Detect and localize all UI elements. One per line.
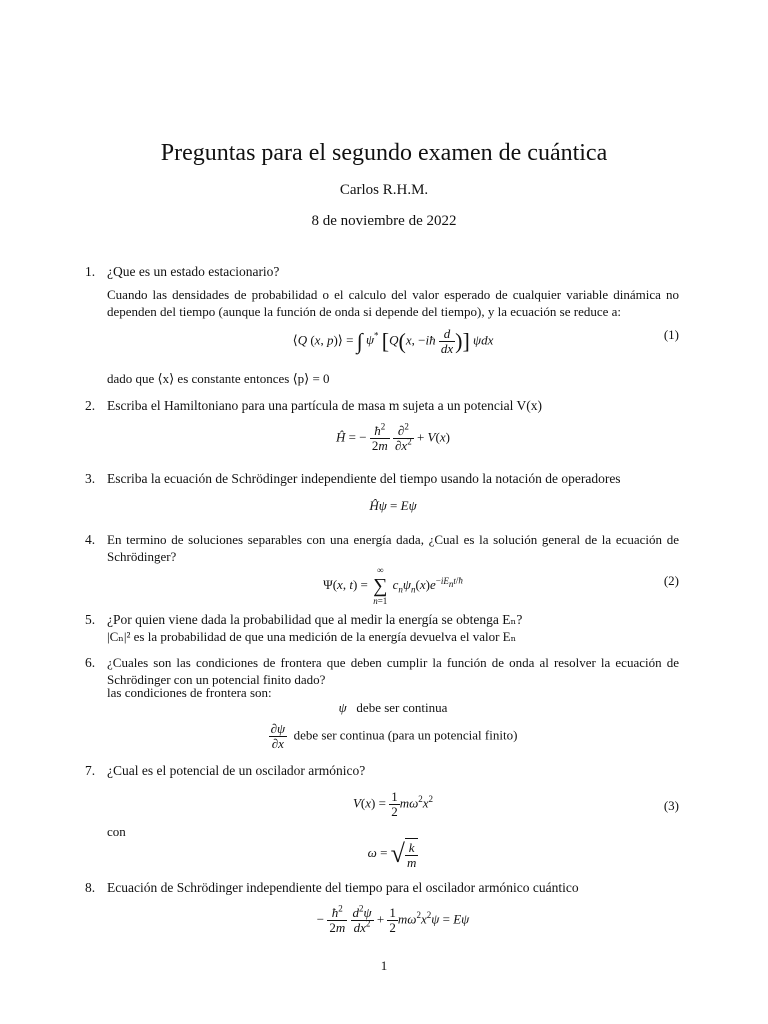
question-number: 1.: [85, 264, 96, 279]
author-name: Carlos R.H.M.: [339, 182, 429, 198]
question-2: [85, 397, 679, 414]
document-date: 8 de noviembre de 2022: [311, 213, 457, 229]
page-number: 1: [380, 958, 388, 973]
equation-hamiltonian: Ĥ = − $\frac{ħ^2}{2m}$ $\frac{\partial^2}{\partial x^2}$ + V(x): [336, 421, 450, 453]
question-number: 3.: [85, 471, 96, 486]
question-text: ¿Por quien viene dada la probabilidad que al medir la energía se obtenga Eₙ?: [107, 612, 523, 627]
equation-harmonic-oscillator: − $\frac{ħ^2}{2m}$ $\frac{d^2\psi}{dx^2}$ + $\frac{1}{2}$ $m\omega^2x^2\psi = E\psi$: [316, 903, 470, 935]
equation-2: Ψ(x, t) = ∞ ∑ n=1 $c_n\psi_n(x)e^{-iE_nt/ħ}$ (2): [323, 565, 679, 606]
question-5: [85, 611, 679, 628]
question-text: Ecuación de Schrödinger independiente del tiempo para el oscilador armónico cuántico: [107, 880, 579, 895]
answer-7-con: con: [107, 824, 126, 839]
question-number: 8.: [85, 880, 96, 895]
equation-number: (2): [663, 573, 679, 588]
question-text: Escriba el Hamiltoniano para una partícula de masa m sujeta a un potencial V(x): [107, 398, 542, 413]
question-number: 7.: [85, 763, 96, 778]
boundary-condition-2: $\frac{\partial\psi}{\partial x}$ debe ser continua (para un potencial finito): [270, 721, 518, 751]
boundary-condition-1: ψ debe ser continua: [338, 700, 448, 715]
question-8: [85, 879, 679, 896]
question-text: Escriba la ecuación de Schrödinger independiente del tiempo usando la notación de operadores: [107, 471, 621, 486]
question-3: [85, 470, 679, 487]
equation-number: (1): [663, 327, 679, 342]
equation-number: (3): [663, 798, 679, 813]
question-number: 5.: [85, 612, 96, 627]
equation-1: ⟨Q (x, p)⟩ = ∫ ψ* [Q(x, −iħ $\frac{d}{dx}$ )] ψdx (1): [292, 326, 679, 356]
question-number: 4.: [85, 532, 96, 547]
equation-schrodinger-operator: Ĥψ = Eψ: [369, 498, 417, 513]
question-number: 2.: [85, 398, 96, 413]
question-text: ¿Cuales son las condiciones de frontera que deben cumplir la función de onda al resolver la ecuación de Schrödinger con un potencial finito dado?: [107, 655, 679, 687]
question-7: [85, 762, 679, 779]
question-1: [85, 263, 679, 280]
question-text: En termino de soluciones separables con una energía dada, ¿Cual es la solución general de la ecuación de Schrödinger?: [107, 532, 679, 564]
question-text: ¿Que es un estado estacionario?: [107, 264, 280, 279]
question-number: 6.: [85, 655, 96, 670]
question-text: ¿Cual es el potencial de un oscilador armónico?: [107, 763, 366, 778]
document-title: Preguntas para el segundo examen de cuántica: [160, 140, 608, 166]
equation-3: V(x) = $\frac{1}{2}$ $m\omega^2x^2$ (3): [352, 789, 679, 819]
answer-6-intro: las condiciones de frontera son:: [107, 685, 272, 700]
answer-5-text: |Cₙ|² es la probabilidad de que una medición de la energía devuelva el valor Eₙ: [107, 629, 517, 644]
condition-text: debe ser continua: [356, 700, 448, 715]
answer-1-text: Cuando las densidades de probabilidad o el calculo del valor esperado de cualquier variable dinámica no dependen del tiempo (aunque la función de onda si depende del tiempo), y la ecuación se reduce a:: [107, 287, 679, 319]
condition-text: debe ser continua (para un potencial finito): [293, 727, 518, 743]
answer-1-conclusion: dado que ⟨x⟩ es constante entonces ⟨p⟩ = 0: [107, 371, 330, 386]
equation-omega: ω = √ $\frac{k}{m}$: [367, 839, 417, 870]
